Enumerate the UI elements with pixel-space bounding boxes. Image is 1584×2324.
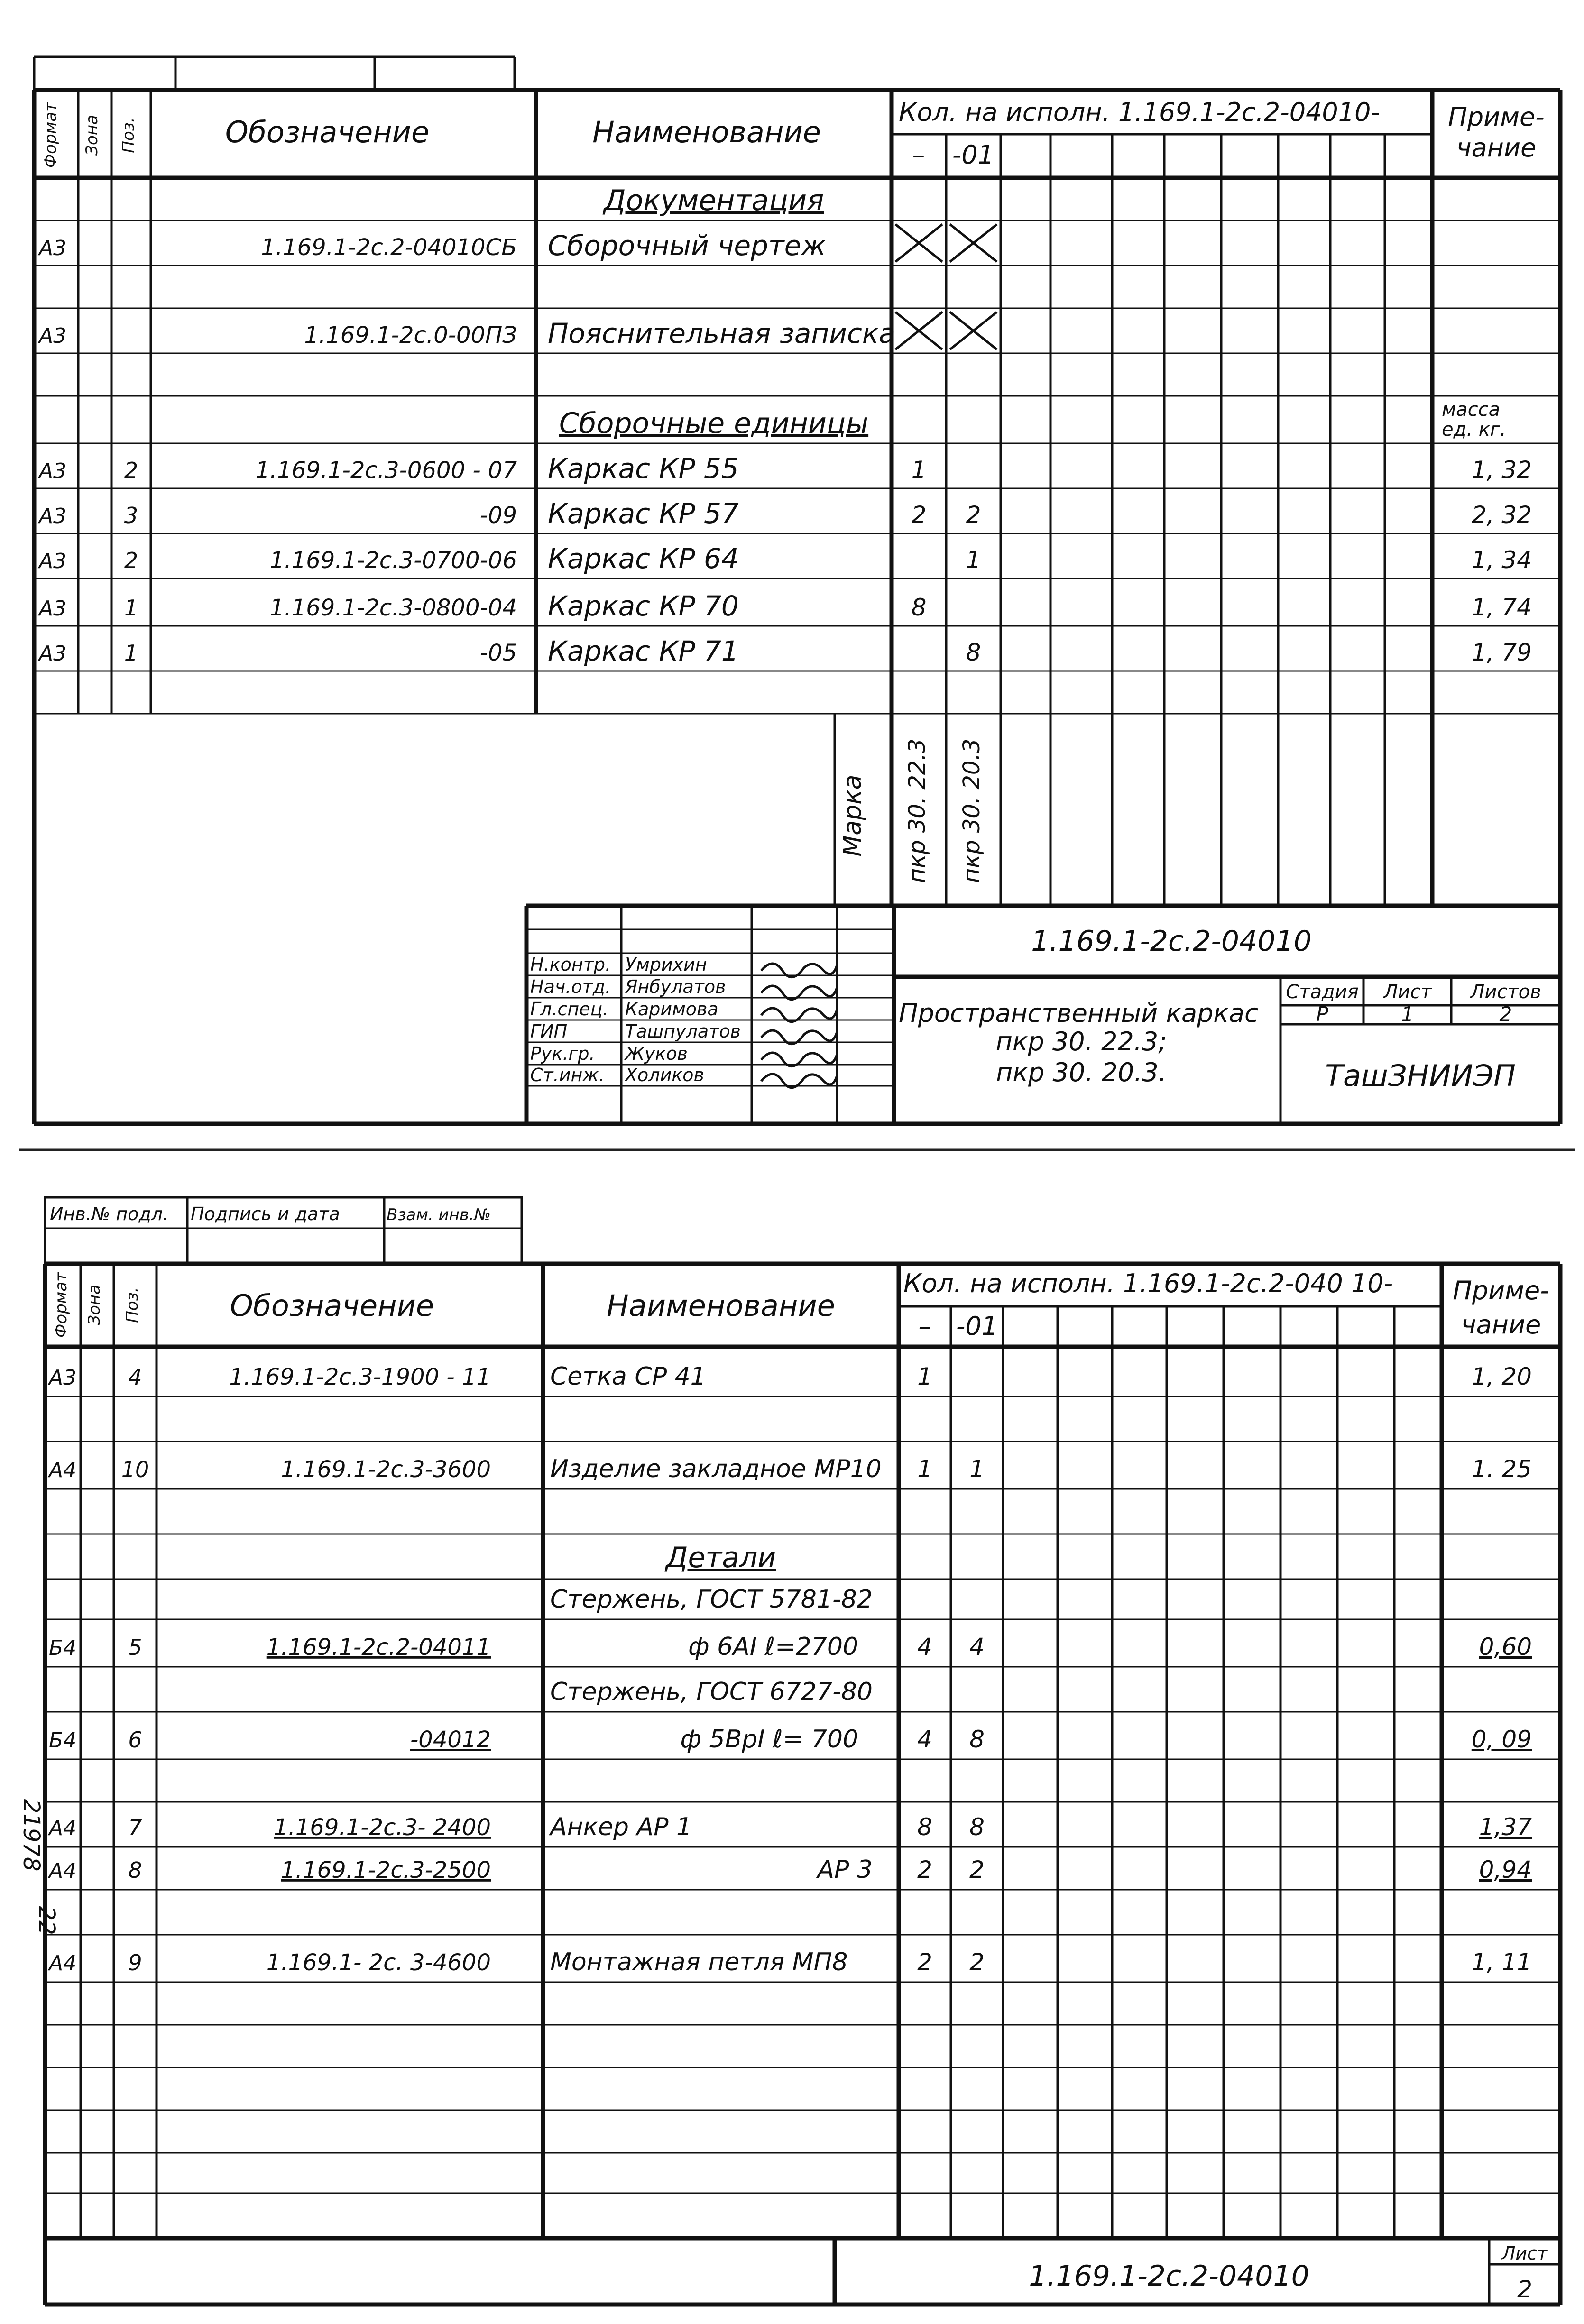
stage-value: Р <box>1316 1002 1328 1026</box>
side-page-number: 22 <box>33 1906 60 1935</box>
signer-name: Жуков <box>625 1043 688 1064</box>
sheets-label: Листов <box>1470 981 1541 1003</box>
cell-format: А4 <box>49 1951 77 1975</box>
mass-label: масса ед. кг. <box>1442 399 1506 441</box>
cell-qty: 1 <box>966 546 981 574</box>
footer-sheet-number: 2 <box>1517 2276 1532 2303</box>
header-col-dash: – <box>912 140 925 170</box>
cell-format: А3 <box>39 597 67 621</box>
header-note: Приме- <box>1448 102 1545 132</box>
cell-pos: 3 <box>124 503 138 528</box>
signer-role: Рук.гр. <box>530 1043 595 1064</box>
cell-designation: 1.169.1-2с.3- 2400 <box>274 1814 491 1841</box>
cell-name: Анкер АР 1 <box>550 1813 692 1841</box>
signer-name: Каримова <box>625 999 718 1020</box>
cell-qty: 8 <box>966 639 981 666</box>
cell-pos: 2 <box>124 458 138 483</box>
cell-pos: 1 <box>124 640 138 666</box>
cell-pos: 9 <box>128 1950 142 1975</box>
header-pos: Поз. <box>123 1287 142 1323</box>
title-line: пкр 30. 20.3. <box>996 1057 1167 1087</box>
stamp-inv-label: Инв.№ подл. <box>50 1203 169 1224</box>
header-qty: Кол. на исполн. 1.169.1-2с.2-04010- <box>899 97 1380 127</box>
cell-note: 1, 11 <box>1471 1948 1532 1976</box>
section-heading: Документация <box>603 184 824 217</box>
cell-format: Б4 <box>49 1728 77 1753</box>
document-code: 1.169.1-2с.2-04010 <box>1031 925 1312 958</box>
side-number: 21978 <box>18 1799 45 1872</box>
cell-name: Пояснительная записка <box>548 317 896 349</box>
header-zone: Зона <box>83 115 101 156</box>
title-line: пкр 30. 22.3; <box>995 1027 1167 1056</box>
header-zone: Зона <box>85 1285 104 1325</box>
stamp-vzam-label: Взам. инв.№ <box>387 1205 491 1224</box>
cell-qty: 8 <box>969 1813 985 1841</box>
cell-note: 0,60 <box>1479 1633 1532 1661</box>
signer-role: Нач.отд. <box>530 976 611 997</box>
sheet-value: 1 <box>1401 1002 1414 1026</box>
cell-pos: 6 <box>128 1727 142 1753</box>
signer-role: Ст.инж. <box>530 1065 605 1085</box>
cell-name: ф 6АI ℓ=2700 <box>688 1633 858 1661</box>
header-name: Наименование <box>592 115 821 149</box>
cell-format: А3 <box>39 642 67 666</box>
cell-name: Монтажная петля МП8 <box>550 1948 848 1976</box>
cell-name: Каркас КР 64 <box>548 542 739 575</box>
cell-qty: 1 <box>917 1363 932 1390</box>
cell-qty: 4 <box>917 1633 932 1661</box>
marka-label: Марка <box>838 774 867 857</box>
cell-designation: 1.169.1-2с.3-0800-04 <box>269 595 517 621</box>
header-col-01: -01 <box>952 140 995 170</box>
signer-name: Янбулатов <box>625 976 726 997</box>
cell-note: 1, 79 <box>1471 639 1532 666</box>
cell-format: А3 <box>39 236 67 260</box>
stage-label: Стадия <box>1286 981 1359 1003</box>
title-line: Пространственный каркас <box>899 998 1259 1028</box>
cell-pos: 1 <box>124 595 138 621</box>
cell-designation: 1.169.1-2с.3-2500 <box>281 1857 491 1883</box>
cell-qty: 2 <box>966 501 981 529</box>
footer-sheet-label: Лист <box>1501 2243 1548 2264</box>
cell-pos: 7 <box>128 1815 142 1840</box>
header-note: чание <box>1456 133 1537 163</box>
organization: ТашЗНИИЭП <box>1325 1058 1516 1093</box>
cell-qty: 4 <box>917 1726 932 1753</box>
cell-note: 1, 20 <box>1471 1363 1532 1390</box>
cell-format: А3 <box>49 1366 77 1390</box>
cell-designation: 1.169.1-2с.2-04010СБ <box>261 234 517 261</box>
cell-name: Сетка СР 41 <box>550 1362 706 1391</box>
header-col-dash: – <box>918 1311 931 1341</box>
signer-name: Умрихин <box>625 954 707 975</box>
marka-value: пкр 30. 20.3 <box>958 738 985 883</box>
signer-name: Ташпулатов <box>625 1021 741 1042</box>
cell-pos: 10 <box>121 1457 149 1482</box>
sheet-label: Лист <box>1383 981 1432 1003</box>
header-designation: Обозначение <box>225 115 430 149</box>
cell-qty: 2 <box>917 1948 932 1976</box>
cell-format: А4 <box>49 1458 77 1482</box>
cell-note: 1, 34 <box>1471 546 1532 574</box>
cell-note: 1,37 <box>1479 1813 1532 1841</box>
footer-code: 1.169.1-2с.2-04010 <box>1029 2260 1309 2293</box>
cell-format: А3 <box>39 504 67 528</box>
cell-qty: 8 <box>969 1726 985 1753</box>
cell-name: Изделие закладное МР10 <box>550 1455 882 1483</box>
header-format: Формат <box>52 1272 71 1338</box>
cell-name: Каркас КР 55 <box>548 452 739 485</box>
cell-format: А3 <box>39 459 67 483</box>
cell-note: 0,94 <box>1479 1856 1532 1883</box>
header-note: Приме- <box>1453 1276 1549 1305</box>
cell-qty: 2 <box>911 501 927 529</box>
header-name: Наименование <box>607 1288 835 1323</box>
signer-role: Н.контр. <box>530 954 611 975</box>
cell-note: 1. 25 <box>1471 1455 1532 1483</box>
header-pos: Поз. <box>119 117 138 153</box>
cell-name: Стержень, ГОСТ 6727-80 <box>550 1678 873 1706</box>
section-heading: Сборочные единицы <box>559 407 869 440</box>
cell-qty: 2 <box>969 1948 985 1976</box>
specification-sheet-1 <box>34 57 1560 1124</box>
cell-format: А4 <box>49 1859 77 1883</box>
cell-designation: -05 <box>479 640 517 666</box>
signer-role: Гл.спец. <box>530 999 608 1020</box>
cell-format: А3 <box>39 549 67 573</box>
signer-name: Холиков <box>625 1065 704 1085</box>
cell-note: 0, 09 <box>1471 1726 1532 1753</box>
cell-qty: 1 <box>917 1455 932 1483</box>
cell-designation: 1.169.1-2с.3-0700-06 <box>269 547 517 574</box>
cell-name: Сборочный чертеж <box>548 230 826 262</box>
cell-name: Каркас КР 70 <box>548 590 739 622</box>
cell-note: 2, 32 <box>1471 501 1532 529</box>
cell-name: Каркас КР 57 <box>548 497 739 530</box>
cell-name: ф 5ВрI ℓ= 700 <box>680 1725 858 1754</box>
cell-note: 1, 32 <box>1471 456 1532 484</box>
cell-designation: 1.169.1- 2с. 3-4600 <box>266 1949 491 1976</box>
cell-designation: 1.169.1-2с.0-00ПЗ <box>304 322 517 349</box>
cell-designation: 1.169.1-2с.3-3600 <box>281 1456 491 1483</box>
cell-name: Стержень, ГОСТ 5781-82 <box>550 1585 873 1614</box>
sheets-value: 2 <box>1499 1002 1512 1026</box>
specification-sheet-2 <box>18 1197 1560 2305</box>
cell-pos: 8 <box>128 1857 142 1883</box>
header-designation: Обозначение <box>230 1288 434 1323</box>
cell-pos: 4 <box>128 1364 142 1390</box>
section-heading: Детали <box>665 1541 776 1574</box>
cell-qty: 1 <box>911 456 927 484</box>
cell-format: А4 <box>49 1816 77 1840</box>
cell-name: АР 3 <box>817 1856 873 1884</box>
cell-name: Каркас КР 71 <box>548 635 739 667</box>
cell-note: 1, 74 <box>1471 594 1532 621</box>
cell-designation: 1.169.1-2с.2-04011 <box>266 1634 491 1661</box>
cell-qty: 4 <box>969 1633 985 1661</box>
header-qty: Кол. на исполн. 1.169.1-2с.2-040 10- <box>903 1268 1393 1298</box>
cell-qty: 8 <box>917 1813 932 1841</box>
cell-format: Б4 <box>49 1636 77 1660</box>
cell-format: А3 <box>39 324 67 348</box>
cell-qty: 2 <box>969 1856 985 1883</box>
cell-qty: 1 <box>969 1455 985 1483</box>
signer-role: ГИП <box>530 1021 568 1042</box>
cell-qty: 2 <box>917 1856 932 1883</box>
cell-designation: -09 <box>479 502 517 529</box>
header-col-01: -01 <box>956 1311 998 1341</box>
cell-pos: 5 <box>128 1635 142 1660</box>
cell-qty: 8 <box>911 594 927 621</box>
cell-designation: 1.169.1-2с.3-0600 - 07 <box>255 457 517 484</box>
cell-designation: 1.169.1-2с.3-1900 - 11 <box>229 1364 491 1390</box>
cell-designation: -04012 <box>410 1727 491 1753</box>
header-note: чание <box>1461 1310 1541 1340</box>
stamp-sign-label: Подпись и дата <box>191 1203 340 1224</box>
header-format: Формат <box>41 102 60 168</box>
marka-value: пкр 30. 22.3 <box>904 738 930 883</box>
cell-pos: 2 <box>124 548 138 573</box>
